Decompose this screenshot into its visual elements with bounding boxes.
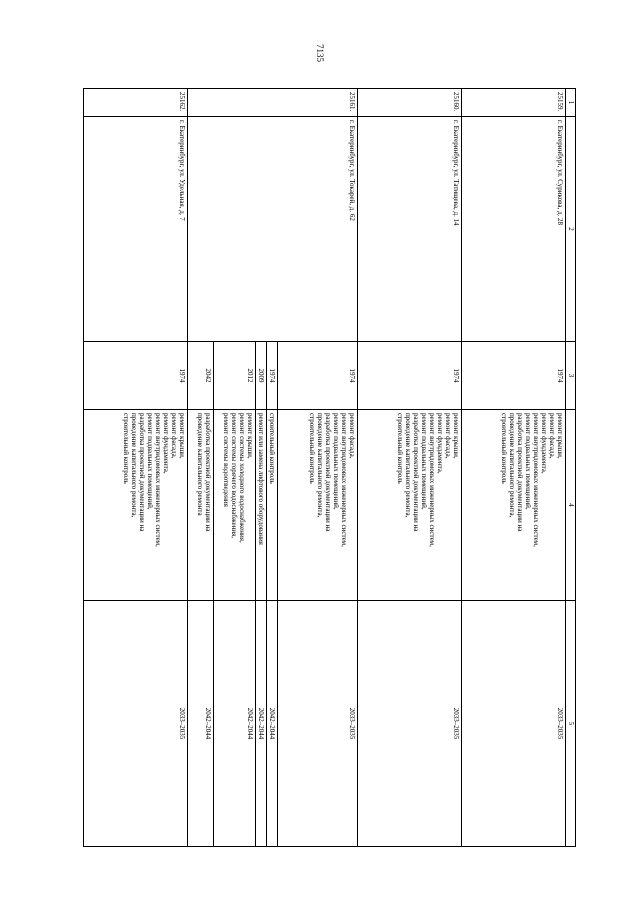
row-number: 25159. bbox=[462, 89, 566, 117]
period-cell: 2033–2035 bbox=[462, 601, 566, 847]
work-line: проведение капитального ремонта, bbox=[129, 413, 138, 518]
row-number: 25162. bbox=[83, 89, 187, 117]
works-cell bbox=[266, 410, 277, 601]
col-header-1: 1 bbox=[566, 89, 576, 117]
year-cell: 1974 bbox=[266, 342, 277, 410]
work-line: ремонт внутридомовых инженерных систем, bbox=[153, 413, 162, 547]
works-cell bbox=[213, 410, 255, 601]
work-line: проведение капитального ремонта, bbox=[315, 413, 324, 518]
address-cell: г. Екатеринбург, ул. Татищева, д. 14 bbox=[358, 117, 462, 342]
work-line: ремонт фундамента, bbox=[539, 413, 548, 474]
work-line: проведение капитального ремонта, bbox=[507, 413, 516, 518]
work-line: проведение капитального ремонта, bbox=[403, 413, 412, 518]
work-line: ремонт системы водоотведения bbox=[221, 413, 230, 507]
period-cell: 2033–2035 bbox=[358, 601, 462, 847]
period-cell: 2042–2044 bbox=[266, 601, 277, 847]
year-cell: 1974 bbox=[462, 342, 566, 410]
page-number: 7135 bbox=[315, 44, 325, 62]
period-cell: 2033–2035 bbox=[278, 601, 358, 847]
col-header-3: 3 bbox=[566, 342, 576, 410]
year-cell: 2042 bbox=[187, 342, 213, 410]
works-cell bbox=[187, 410, 213, 601]
work-line: ремонт или замена лифтового оборудования bbox=[256, 413, 265, 545]
work-line: разработка проектной документации на bbox=[137, 413, 146, 532]
address-cell: г. Екатеринбург, ул. Токарей, д. 62 bbox=[187, 117, 357, 342]
work-line: строительный контроль bbox=[499, 413, 508, 484]
work-line: проведение капитального ремонта bbox=[195, 413, 204, 516]
work-line: ремонт внутридомовых инженерных систем, bbox=[339, 413, 348, 547]
year-cell: 1974 bbox=[83, 342, 187, 410]
rotated-table-sheet bbox=[84, 88, 576, 846]
works-cell bbox=[358, 410, 462, 601]
period-cell: 2042–2044 bbox=[255, 601, 266, 847]
header-row bbox=[566, 89, 576, 847]
year-cell: 1974 bbox=[358, 342, 462, 410]
work-line: ремонт системы холодного водоснабжения, bbox=[237, 413, 246, 543]
work-line: ремонт фасада, bbox=[443, 413, 452, 459]
work-line: ремонт фундамента, bbox=[435, 413, 444, 474]
work-line: разработка проектной документации на bbox=[515, 413, 524, 532]
address-cell: г. Екатеринбург, ул. Суриковa, д. 28 bbox=[462, 117, 566, 342]
work-line: ремонт внутридомовых инженерных систем, bbox=[427, 413, 436, 547]
period-cell: 2033–2035 bbox=[83, 601, 187, 847]
work-line: строительный контроль bbox=[121, 413, 130, 484]
address-cell: г. Екатеринбург, ул. Удельная, д. 7 bbox=[83, 117, 187, 342]
works-cell bbox=[83, 410, 187, 601]
work-line: ремонт подвальных помещений, bbox=[331, 413, 340, 510]
table-row bbox=[462, 89, 566, 847]
row-number: 25160. bbox=[358, 89, 462, 117]
year-cell: 2012 bbox=[213, 342, 255, 410]
work-line: строительный контроль bbox=[268, 413, 276, 484]
work-line: разработка проектной документации на bbox=[411, 413, 420, 532]
col-header-4: 4 bbox=[566, 410, 576, 601]
year-cell: 1974 bbox=[278, 342, 358, 410]
works-cell bbox=[278, 410, 358, 601]
work-line: ремонт подвальных помещений, bbox=[145, 413, 154, 510]
row-number: 25161. bbox=[187, 89, 357, 117]
work-line: ремонт крыши, bbox=[556, 413, 564, 459]
table-row bbox=[83, 89, 187, 847]
repair-schedule-table bbox=[83, 88, 576, 847]
work-line: ремонт подвальных помещений, bbox=[523, 413, 532, 510]
col-header-5: 5 bbox=[566, 601, 576, 847]
work-line: ремонт внутридомовых инженерных систем, bbox=[531, 413, 540, 547]
work-line: ремонт фасада, bbox=[169, 413, 178, 459]
work-line: разработка проектной документации на bbox=[323, 413, 332, 532]
work-line: разработка проектной документации на bbox=[203, 413, 212, 532]
work-line: ремонт крыши, bbox=[245, 413, 254, 459]
work-line: строительный контроль bbox=[307, 413, 316, 484]
works-cell bbox=[255, 410, 266, 601]
col-header-2: 2 bbox=[566, 117, 576, 342]
table-row bbox=[358, 89, 462, 847]
work-line: ремонт фундамента, bbox=[161, 413, 170, 474]
work-line: ремонт системы горячего водоснабжения, bbox=[229, 413, 238, 539]
period-cell: 2042–2044 bbox=[187, 601, 213, 847]
work-line: строительный контроль bbox=[395, 413, 404, 484]
year-cell: 2009 bbox=[255, 342, 266, 410]
work-line: ремонт фасада, bbox=[348, 413, 356, 459]
work-line: ремонт подвальных помещений, bbox=[419, 413, 428, 510]
period-cell: 2042–2044 bbox=[213, 601, 255, 847]
work-line: ремонт крыши, bbox=[452, 413, 460, 459]
work-line: ремонт фасада, bbox=[547, 413, 556, 459]
table-row bbox=[278, 89, 358, 847]
work-line: ремонт крыши, bbox=[177, 413, 186, 459]
works-cell bbox=[462, 410, 566, 601]
